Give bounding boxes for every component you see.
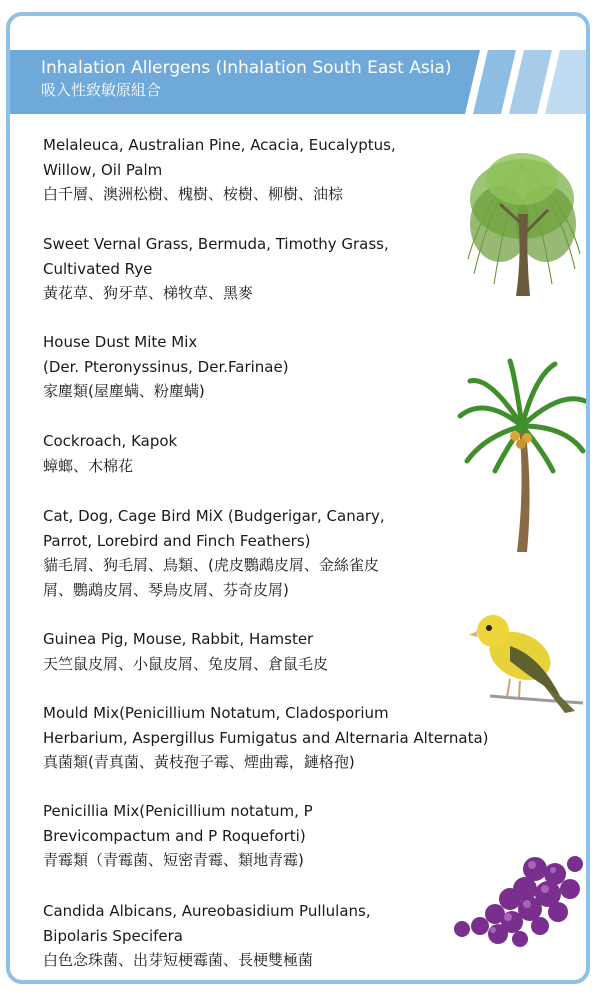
entry-line: 黃花草、狗牙草、梯牧草、黑麥 (43, 284, 254, 302)
entry-line: 蟑螂、木棉花 (43, 456, 134, 475)
entry-line: Sweet Vernal Grass, Bermuda, Timothy Grass, (43, 235, 389, 253)
allergen-entry-dust-mite (43, 330, 513, 404)
entry-line: Parrot, Lorebird and Finch Feathers) (43, 531, 311, 550)
entry-line: Cockroach, Kapok (43, 432, 178, 450)
entry-line: Herbarium, Aspergillus Fumigatus and Alternaria Alternata) (43, 728, 489, 747)
entry-line: Cultivated Rye (43, 259, 153, 278)
willow-tree-image (460, 144, 585, 299)
allergen-entry-trees (43, 133, 513, 207)
entry-line: Brevicompactum and P Roqueforti) (43, 826, 306, 845)
entry-line: Willow, Oil Palm (43, 160, 163, 179)
entry-line: Bipolaris Specifera (43, 926, 183, 945)
entry-line: 白千層、澳洲松樹、槐樹、桉樹、柳樹、油棕 (43, 185, 344, 203)
allergen-entry-grass (43, 232, 513, 306)
allergen-entry-rodents (43, 627, 513, 676)
entry-line: Guinea Pig, Mouse, Rabbit, Hamster (43, 630, 314, 648)
allergen-entry-animals (43, 504, 513, 602)
canary-bird-image (465, 601, 590, 721)
entry-line: 家塵類(屋塵螨、粉塵螨) (43, 382, 205, 400)
entry-line: 青霉類（青霉菌、短密青霉、類地青霉) (43, 851, 304, 869)
entry-line: 真菌類(青真菌、黃枝孢子霉、煙曲霉，鏈格孢) (43, 753, 355, 771)
entry-line: Candida Albicans, Aureobasidium Pullulans, (43, 902, 371, 920)
banner-title: Inhalation Allergens (Inhalation South East Asia) (41, 58, 452, 78)
entry-line: 天竺鼠皮屑、小鼠皮屑、兔皮屑、倉鼠毛皮 (43, 654, 329, 673)
allergen-card (6, 12, 590, 984)
entry-line: Cat, Dog, Cage Bird MiX (Budgerigar, Canary, (43, 507, 385, 525)
entry-line: Mould Mix(Penicillium Notatum, Cladosporium (43, 704, 389, 722)
entry-line: 白色念珠菌、出芽短梗霉菌、長梗雙極菌 (43, 951, 314, 969)
entry-line: House Dust Mite Mix (43, 333, 198, 351)
mould-spores-image (440, 844, 590, 949)
banner-subtitle: 吸入性致敏原組合 (41, 81, 162, 99)
palm-tree-image (455, 356, 590, 556)
entry-line: Melaleuca, Australian Pine, Acacia, Eucalyptus, (43, 136, 396, 154)
allergen-entry-cockroach (43, 429, 513, 478)
entry-line: 貓毛屑、狗毛屑、鳥類、(虎皮鸚鵡皮屑、金絲雀皮 (43, 556, 379, 574)
allergen-entry-mould (43, 701, 513, 775)
entry-line: 屑、鸚鵡皮屑、琴鳥皮屑、芬奇皮屑) (43, 580, 289, 599)
entry-line: Penicillia Mix(Penicillium notatum, P (43, 802, 313, 820)
entry-line: (Der. Pteronyssinus, Der.Farinae) (43, 357, 289, 376)
